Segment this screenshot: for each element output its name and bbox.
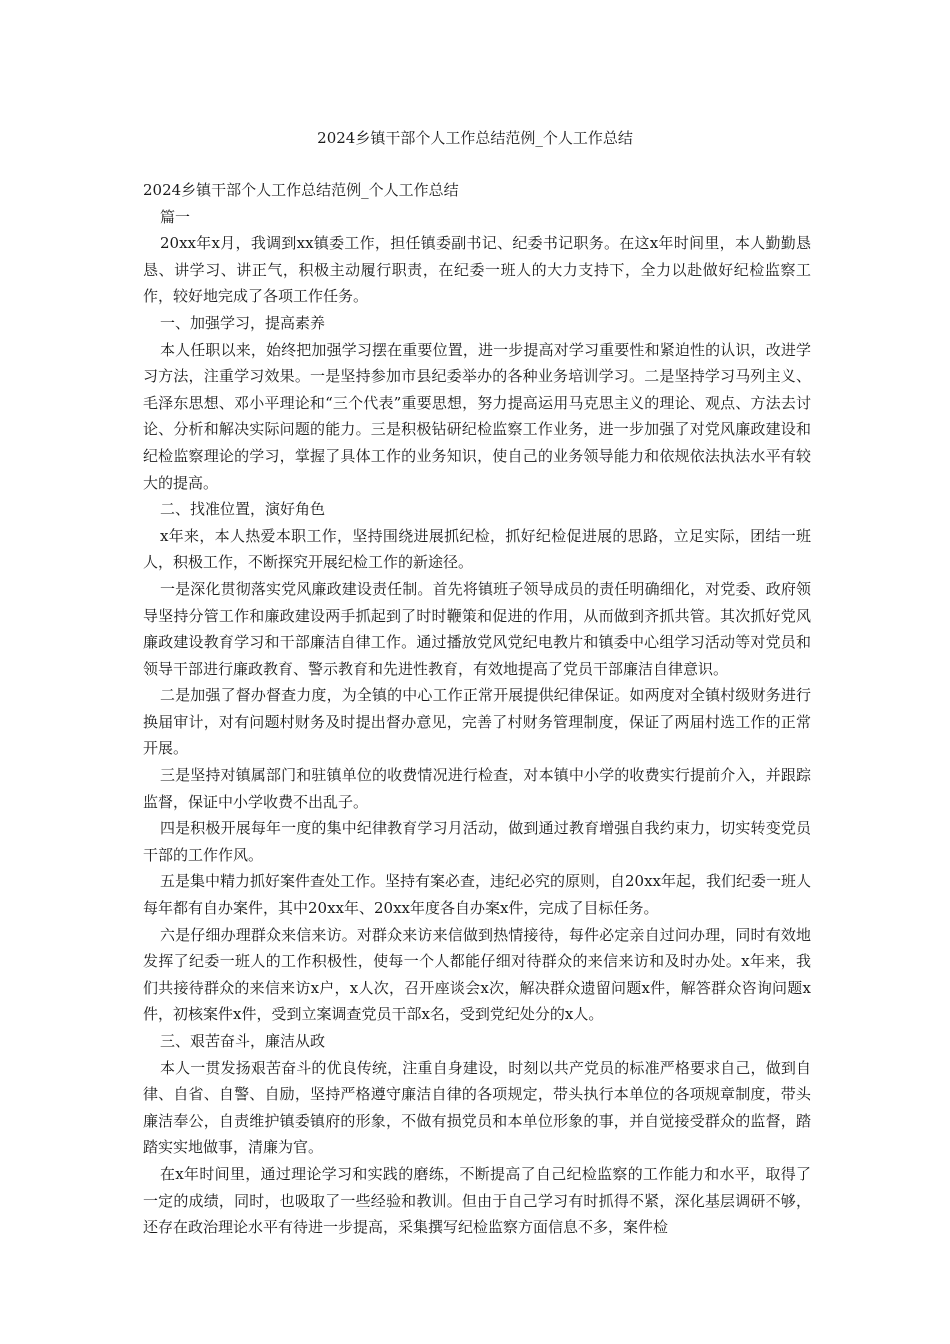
paragraph: 四是积极开展每年一度的集中纪律教育学习月活动，做到通过教育增强自我约束力，切实转变党员干部的工作作风。 [143,819,811,864]
paragraph: 本人任职以来，始终把加强学习摆在重要位置，进一步提高对学习重要性和紧迫性的认识，改进学习方法，注重学习效果。一是坚持参加市县纪委举办的各种业务培训学习。二是坚持学习马列主义、毛泽东思想、邓小平理论和“三个代表”重要思想，努力提高运用马克思主义的理论、观点、方法去讨论、分析和解决实际问题的能力。三是积极钻研纪检监察工作业务，进一步加强了对党风廉政建设和纪检监察理论的学习，掌握了具体工作的业务知识，使自己的业务领导能力和依规依法执法水平有较大的提高。 [143,340,811,492]
paragraph: 在x年时间里，通过理论学习和实践的磨练，不断提高了自己纪检监察的工作能力和水平，取得了一定的成绩，同时，也吸取了一些经验和教训。但由于自己学习有时抓得不紧，深化基层调研不够，还存在政治理论水平有待进一步提高，采集撰写纪检监察方面信息不多，案件检 [143,1164,811,1237]
document-body [143,177,811,1241]
paragraph: x年来，本人热爱本职工作，坚持围绕进展抓纪检，抓好纪检促进展的思路，立足实际，团结一班人，积极工作，不断探究开展纪检工作的新途径。 [143,526,811,572]
paragraph: 篇一 [160,207,191,226]
paragraph: 20xx年x月，我调到xx镇委工作，担任镇委副书记、纪委书记职务。在这x年时间里，本人勤勤恳恳、讲学习、讲正气，积极主动履行职责，在纪委一班人的大力支持下，全力以赴做好纪检监察工作，较好地完成了各项工作任务。 [143,234,811,306]
section-heading: 二、找准位置，演好角色 [160,500,326,519]
document-heading: 2024乡镇干部个人工作总结范例_个人工作总结 [143,181,459,199]
page-title: 2024乡镇干部个人工作总结范例_个人工作总结 [317,129,633,147]
paragraph: 二是加强了督办督查力度，为全镇的中心工作正常开展提供纪律保证。如两度对全镇村级财务进行换届审计，对有问题村财务及时提出督办意见，完善了村财务管理制度，保证了两届村选工作的正常开展。 [143,686,811,758]
paragraph: 五是集中精力抓好案件查处工作。坚持有案必查，违纪必究的原则，自20xx年起，我们纪委一班人每年都有自办案件，其中20xx年、20xx年度各自办案x件，完成了目标任务。 [143,872,812,918]
paragraph: 三是坚持对镇属部门和驻镇单位的收费情况进行检查，对本镇中小学的收费实行提前介入，并跟踪监督，保证中小学收费不出乱子。 [143,766,811,811]
section-heading: 三、艰苦奋斗，廉洁从政 [160,1032,326,1050]
section-heading: 一、加强学习，提高素养 [160,313,326,332]
paragraph: 本人一贯发扬艰苦奋斗的优良传统，注重自身建设，时刻以共产党员的标准严格要求自己，做到自律、自省、自警、自励，坚持严格遵守廉洁自律的各项规定，带头执行本单位的各项规章制度，带头廉洁奉公，自责维护镇委镇府的形象，不做有损党员和本单位形象的事，并自觉接受群众的监督，踏踏实实地做事，清廉为官。 [143,1058,811,1157]
paragraph: 六是仔细办理群众来信来访。对群众来访来信做到热情接待，每件必定亲自过问办理，同时有效地发挥了纪委一班人的工作积极性，使每一个人都能仔细对待群众的来信来访和及时办处。x年来，我们共接待群众的来信来访x户，x人次，召开座谈会x次，解决群众遗留问题x件，解答群众咨询问题x件，初核案件x件，受到立案调查党员干部x名，受到党纪处分的x人。 [143,925,811,1024]
paragraph: 一是深化贯彻落实党风廉政建设责任制。首先将镇班子领导成员的责任明确细化，对党委、政府领导坚持分管工作和廉政建设两手抓起到了时时鞭策和促进的作用，从而做到齐抓共管。其次抓好党风廉政建设教育学习和干部廉洁自律工作。通过播放党风党纪电教片和镇委中心组学习活动等对党员和领导干部进行廉政教育、警示教育和先进性教育，有效地提高了党员干部廉洁自律意识。 [143,579,811,678]
